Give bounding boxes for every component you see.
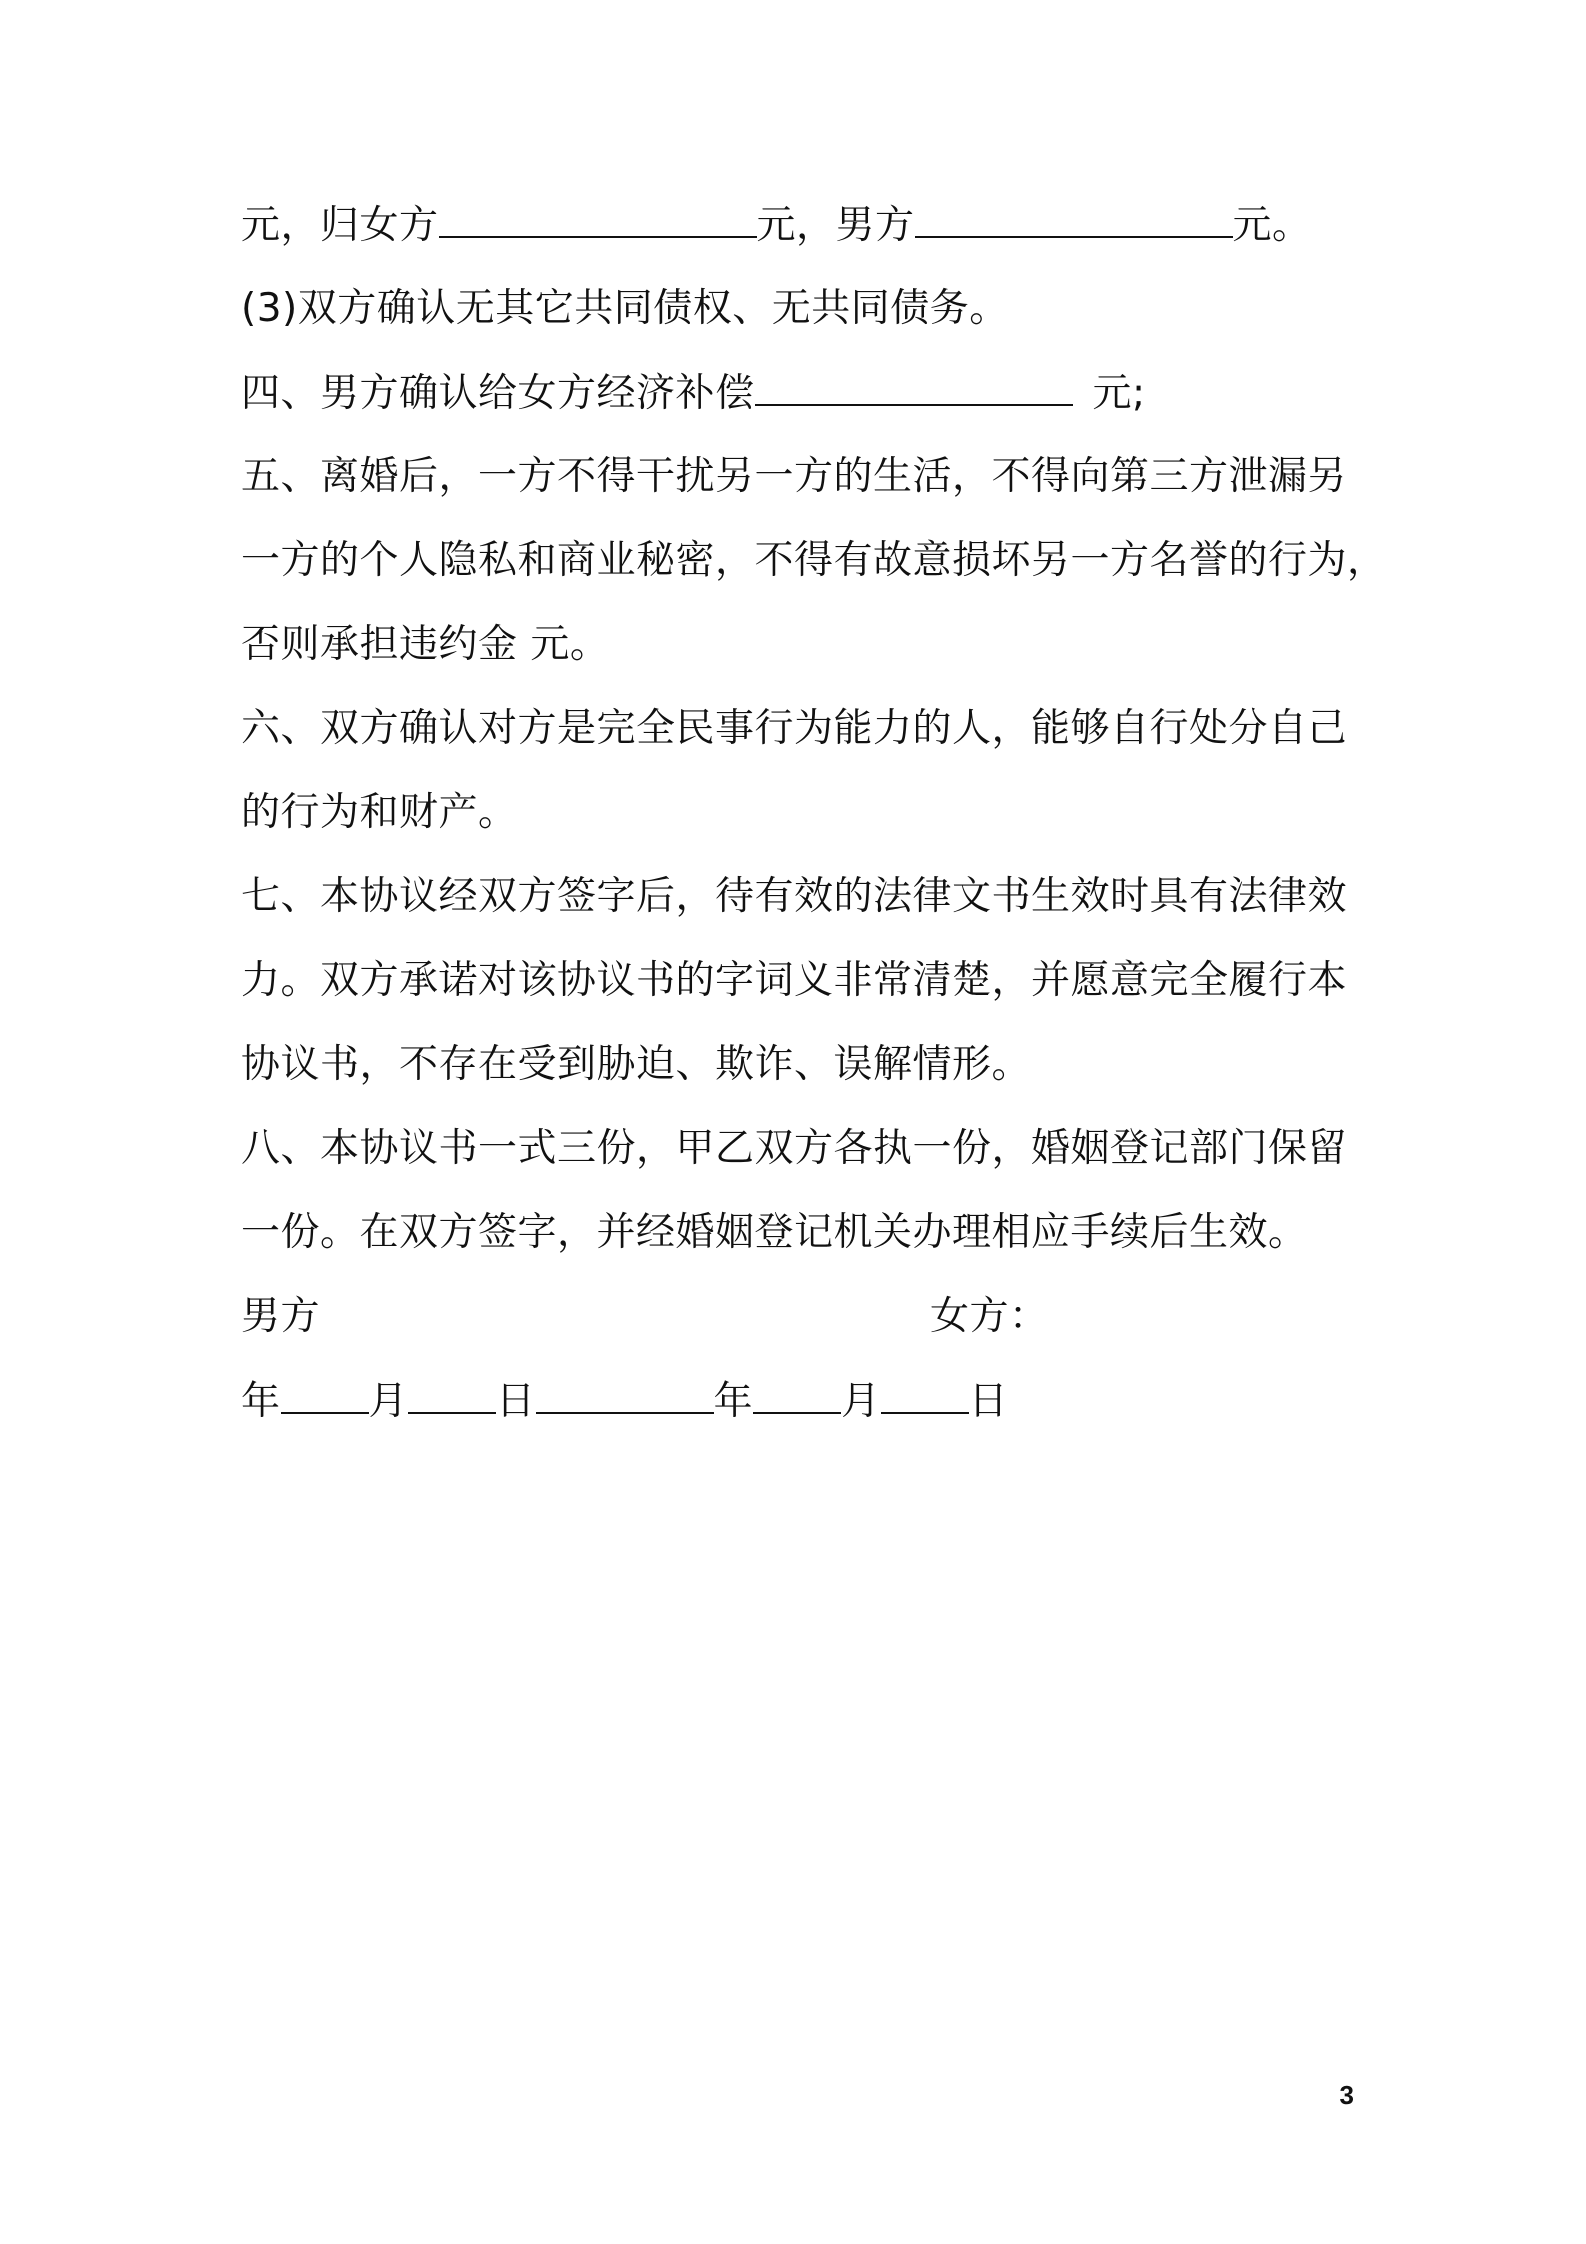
text-line: 否则承担违约金 元。 (241, 622, 610, 667)
date-line (241, 1376, 1008, 1427)
text-segment: 四、男方确认给女方经济补偿 (241, 371, 755, 416)
fill-blank (408, 1376, 496, 1414)
text-line-compensation (241, 368, 1146, 419)
text-segment: 元，男方 (756, 203, 915, 248)
fill-blank (439, 200, 757, 238)
text-line: (3)双方确认无其它共同债权、无共同债务。 (241, 286, 1009, 331)
text-segment: 元，归女方 (241, 203, 439, 248)
year-label: 年 (713, 1379, 754, 1424)
signature-line-female (930, 1292, 1049, 1342)
fill-blank (536, 1376, 714, 1414)
fill-blank (881, 1376, 969, 1414)
page-number: 3 (1339, 2080, 1354, 2110)
text-line: 五、离婚后，一方不得干扰另一方的生活，不得向第三方泄漏另 (241, 454, 1348, 499)
text-line: 七、本协议经双方签字后，待有效的法律文书生效时具有法律效 (241, 874, 1348, 919)
text-segment: 元。 (1232, 203, 1312, 248)
text-line: 一份。在双方签字，并经婚姻登记机关办理相应手续后生效。 (241, 1210, 1308, 1255)
male-signature-label: 男方 (241, 1294, 321, 1339)
fill-blank (281, 1376, 369, 1414)
fill-blank (753, 1376, 841, 1414)
text-line: 的行为和财产。 (241, 790, 518, 835)
text-line: 八、本协议书一式三份，甲乙双方各执一份，婚姻登记部门保留 (241, 1126, 1348, 1171)
day-label: 日 (968, 1379, 1009, 1424)
text-line-amounts (241, 200, 1312, 251)
year-label: 年 (241, 1379, 281, 1424)
month-label: 月 (368, 1379, 409, 1424)
day-label: 日 (496, 1379, 536, 1424)
month-label: 月 (841, 1379, 881, 1424)
fill-blank (755, 368, 1073, 406)
female-signature-label: 女方： (930, 1294, 1049, 1339)
fill-blank (915, 200, 1233, 238)
signature-line (241, 1292, 320, 1342)
text-line: 力。双方承诺对该协议书的字词义非常清楚，并愿意完全履行本 (241, 958, 1348, 1003)
text-line: 一方的个人隐私和商业秘密，不得有故意损坏另一方名誉的行为， (241, 538, 1387, 583)
text-line: 协议书，不存在受到胁迫、欺诈、误解情形。 (241, 1042, 1032, 1087)
text-line: 六、双方确认对方是完全民事行为能力的人，能够自行处分自己 (241, 706, 1348, 751)
text-segment: 元; (1092, 371, 1146, 416)
